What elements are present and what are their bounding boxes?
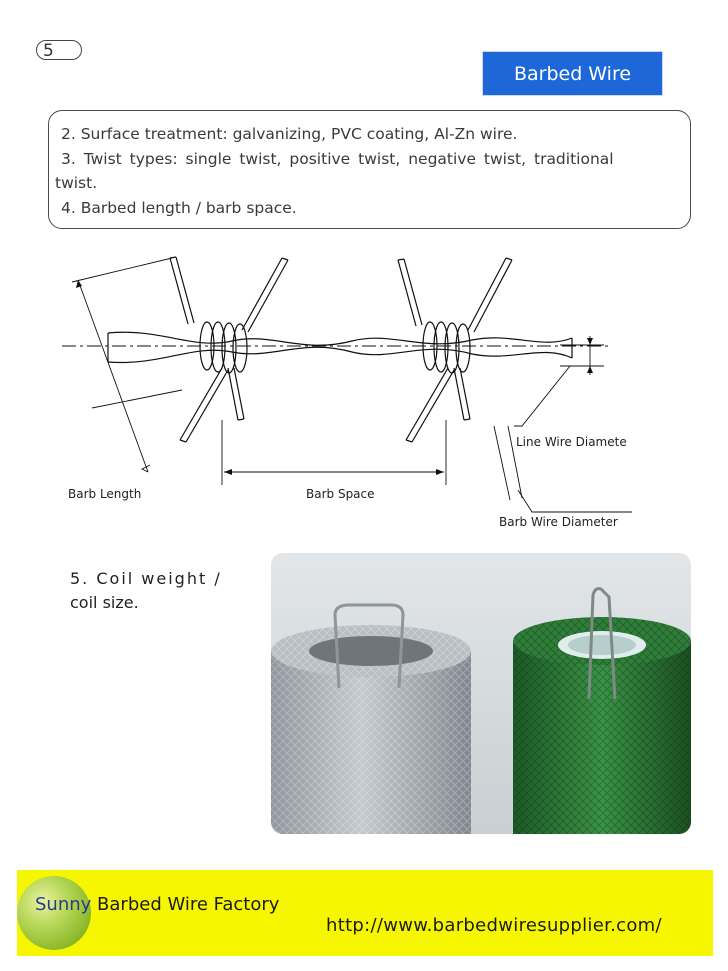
barbed-wire-coils-photo [271, 553, 691, 834]
company-name [35, 894, 279, 915]
specifications-box [48, 110, 691, 229]
spec-item-twist-types-cont: twist. [55, 174, 98, 192]
label-line-wire-diameter: Line Wire Diamete [516, 435, 627, 449]
page-title: Barbed Wire [482, 51, 663, 96]
label-barb-length: Barb Length [68, 487, 142, 501]
coil-caption [70, 567, 260, 615]
company-name-rest: Barbed Wire Factory [91, 894, 280, 915]
barbed-wire-diagram [52, 240, 652, 540]
page-number: 5 [36, 40, 82, 60]
coil-caption-line1: 5. Coil weight / [70, 569, 222, 588]
spec-item-surface-treatment: 2. Surface treatment: galvanizing, PVC coating, Al-Zn wire. [61, 125, 518, 143]
footer-banner [17, 870, 713, 956]
coil-caption-line2: coil size. [70, 593, 139, 612]
spec-item-twist-types: 3. Twist types: single twist, positive twist, negative twist, traditional [61, 149, 614, 168]
company-brand: Sunny [35, 894, 92, 915]
spec-item-barb-length: 4. Barbed length / barb space. [61, 198, 297, 217]
label-barb-space: Barb Space [306, 487, 375, 501]
company-website-link[interactable]: http://www.barbedwiresupplier.com/ [326, 915, 662, 936]
label-barb-wire-diameter: Barb Wire Diameter [499, 515, 618, 529]
